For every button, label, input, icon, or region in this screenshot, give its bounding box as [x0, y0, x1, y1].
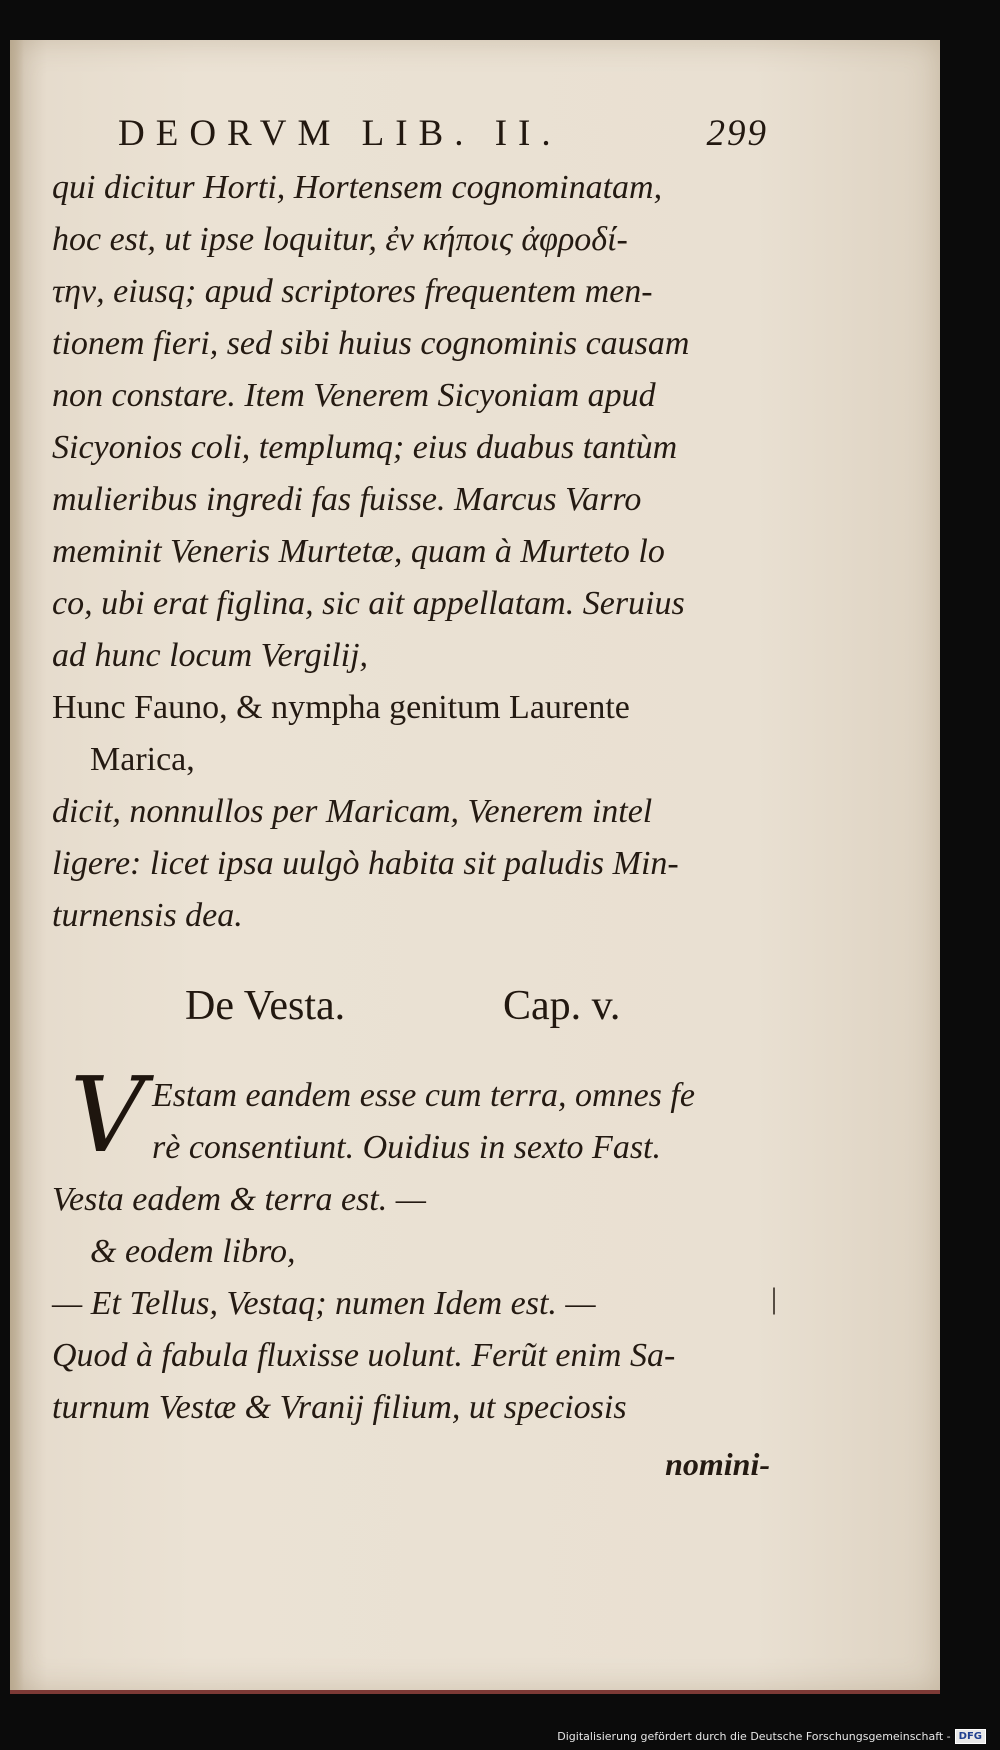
text-line: hoc est, ut ipse loquitur, ἐν κήποις ἀφροδί-	[52, 221, 628, 258]
body-text	[52, 162, 812, 942]
running-title: DEORVM LIB. II.	[118, 113, 562, 154]
text-line: ad hunc locum Vergilij,	[52, 637, 369, 674]
digitization-credit	[557, 1729, 986, 1744]
text-line: mulieribus ingredi fas fuisse. Marcus Varro	[52, 481, 642, 518]
running-head	[118, 112, 768, 158]
text-line: — Et Tellus, Vestaq; numen Idem est. —	[52, 1285, 596, 1322]
page-gutter-shadow	[10, 40, 24, 1690]
credit-text: Digitalisierung gefördert durch die Deutsche Forschungsgemeinschaft -	[557, 1730, 951, 1743]
text-line: turnum Vestæ & Vranij filium, ut speciosis	[52, 1389, 627, 1426]
verse-line: Marica,	[90, 741, 195, 778]
text-line: Sicyonios coli, templumq; eius duabus tantùm	[52, 429, 678, 466]
text-line: ligere: licet ipsa uulgò habita sit paludis Min-	[52, 845, 679, 882]
text-line: meminit Veneris Murtetæ, quam à Murteto lo	[52, 533, 665, 570]
verse-line: Hunc Fauno, & nympha genitum Laurente	[52, 689, 630, 726]
verse-mark: |	[770, 1282, 777, 1315]
text-line: co, ubi erat figlina, sic ait appellatam. Seruius	[52, 585, 685, 622]
drop-cap-initial: V	[70, 1054, 146, 1176]
book-page	[10, 40, 940, 1694]
text-line: Quod à fabula fluxisse uolunt. Ferũt enim Sa-	[52, 1337, 676, 1374]
chapter-number: Cap. v.	[503, 983, 621, 1029]
catchword: nomini-	[665, 1446, 770, 1482]
text-line: Estam eandem esse cum terra, omnes fe	[152, 1077, 695, 1114]
chapter-text	[52, 1054, 812, 1434]
page-number: 299	[706, 113, 768, 154]
text-line: Vesta eadem & terra est. —	[52, 1181, 426, 1218]
dfg-logo: DFG	[955, 1729, 986, 1744]
section-title: De Vesta.	[185, 983, 346, 1029]
text-line: non constare. Item Venerem Sicyoniam apud	[52, 377, 656, 414]
text-line: tionem fieri, sed sibi huius cognominis causam	[52, 325, 690, 362]
text-line: την, eiusq; apud scriptores frequentem men-	[52, 273, 653, 310]
text-line: qui dicitur Horti, Hortensem cognominatam,	[52, 169, 663, 206]
text-line: dicit, nonnullos per Maricam, Venerem intel	[52, 793, 653, 830]
text-line: & eodem libro,	[90, 1233, 296, 1270]
text-line: rè consentiunt. Ouidius in sexto Fast.	[152, 1129, 662, 1166]
text-line: turnensis dea.	[52, 897, 243, 934]
section-heading	[185, 982, 705, 1038]
